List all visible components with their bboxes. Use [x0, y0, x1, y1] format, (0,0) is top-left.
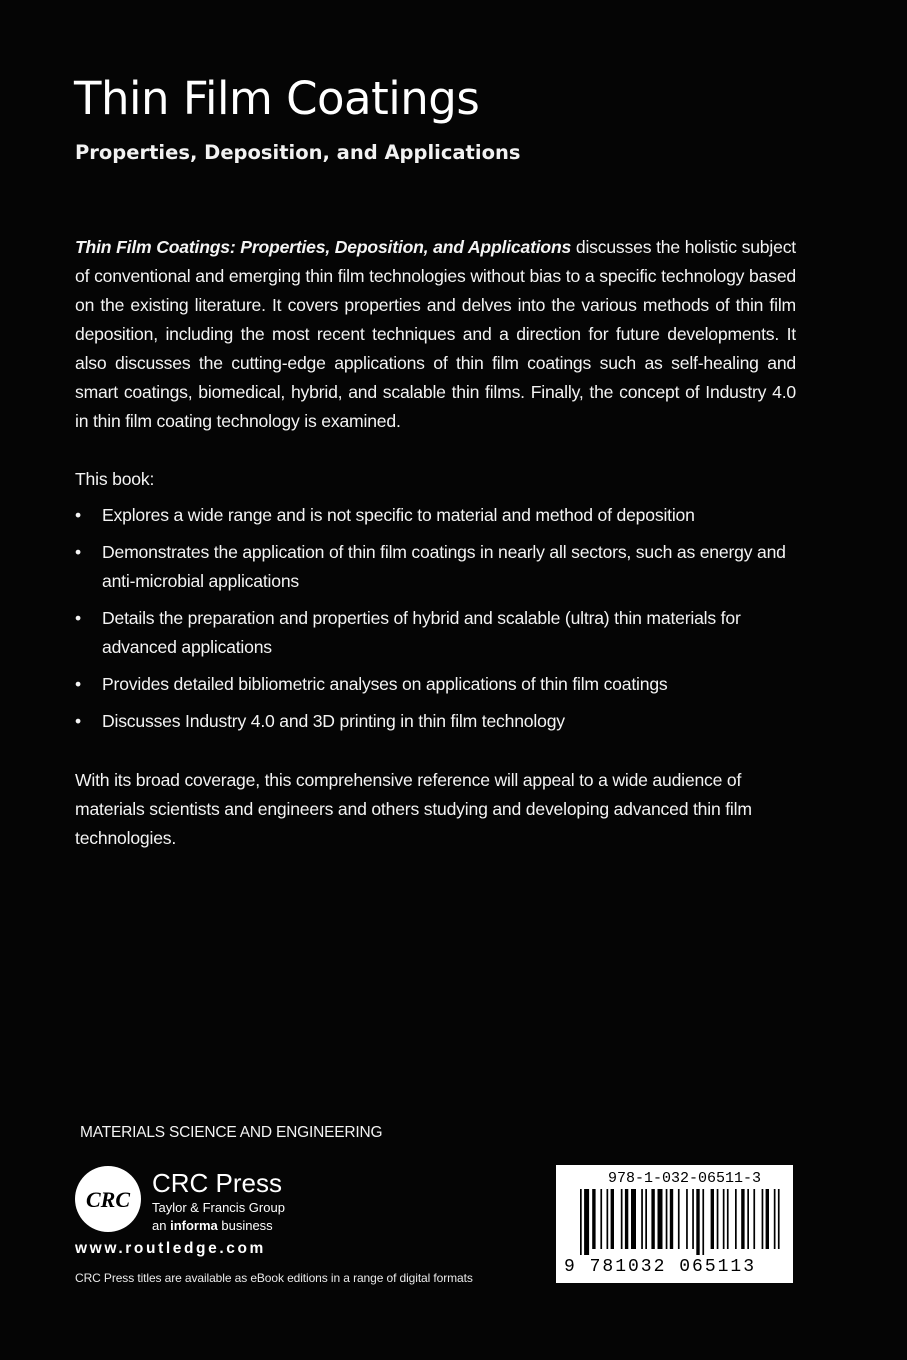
bullet-icon: •	[75, 674, 81, 694]
feature-item	[75, 501, 805, 530]
book-subtitle: Properties, Deposition, and Applications	[75, 141, 521, 164]
barcode-bar	[774, 1189, 776, 1249]
barcode-bar	[711, 1189, 714, 1249]
barcode-bar	[692, 1189, 694, 1249]
barcode-bar	[702, 1189, 704, 1255]
barcode-bar	[670, 1189, 673, 1249]
book-title: Thin Film Coatings	[74, 72, 480, 125]
barcode-bar	[651, 1189, 654, 1249]
crc-logo-icon	[74, 1165, 142, 1233]
feature-text: Provides detailed bibliometric analyses on applications of thin film coatings	[102, 674, 668, 694]
book-description	[75, 233, 796, 436]
feature-text: Demonstrates the application of thin film coatings in nearly all sectors, such as energy and anti-microbial applications	[102, 542, 786, 591]
publisher-group: Taylor & Francis Group	[152, 1200, 285, 1215]
barcode-bar	[625, 1189, 628, 1249]
barcode-bar	[611, 1189, 614, 1249]
publisher-name: CRC Press	[152, 1168, 283, 1198]
barcode-bar	[580, 1189, 582, 1255]
barcode-bar	[723, 1189, 725, 1249]
barcode-bar	[600, 1189, 602, 1249]
logo-text: CRC	[85, 1187, 131, 1212]
barcode-bar	[696, 1189, 699, 1255]
barcode-number: 9 781032 065113	[564, 1257, 757, 1277]
feature-text: Details the preparation and properties of hybrid and scalable (ultra) thin materials for advanced applications	[102, 608, 741, 657]
subject-category: MATERIALS SCIENCE AND ENGINEERING	[80, 1124, 383, 1141]
barcode-bar	[658, 1189, 663, 1249]
description-title: Thin Film Coatings: Properties, Deposition, and Applications	[75, 237, 572, 257]
publisher-business	[152, 1218, 273, 1233]
barcode-bar	[666, 1189, 668, 1249]
barcode-bars	[564, 1189, 786, 1255]
features-intro: This book:	[75, 469, 155, 489]
barcode-bar	[727, 1189, 729, 1249]
website-link[interactable]: www.routledge.com	[75, 1240, 266, 1257]
feature-text: Discusses Industry 4.0 and 3D printing in thin film technology	[102, 711, 565, 731]
business-bold: informa	[170, 1218, 218, 1233]
barcode-bar	[641, 1189, 643, 1249]
feature-text: Explores a wide range and is not specific to material and method of deposition	[102, 505, 695, 525]
barcode-bar	[631, 1189, 636, 1249]
bullet-icon: •	[75, 542, 81, 562]
barcode-bar	[778, 1189, 780, 1249]
feature-item	[75, 707, 805, 736]
barcode-bar	[621, 1189, 623, 1249]
barcode-bar	[686, 1189, 688, 1249]
feature-item	[75, 538, 805, 596]
ebook-note: CRC Press titles are available as eBook editions in a range of digital formats	[75, 1271, 473, 1285]
closing-paragraph: With its broad coverage, this comprehensive reference will appeal to a wide audience of materials scientists and engineers and others studying and developing advanced thin film technologies.	[75, 770, 752, 848]
description-text: discusses the holistic subject of conventional and emerging thin film technologies without bias to a specific technology based on the existing literature. It covers properties and delves into the various methods of thin film deposition, including the most recent techniques and a direction for future developments. It also discusses the cutting-edge applications of thin film coatings such as self-healing and smart coatings, biomedical, hybrid, and scalable thin films. Finally, the concept of Industry 4.0 in thin film coating technology is examined.	[75, 237, 796, 431]
bullet-icon: •	[75, 505, 81, 525]
barcode-bar	[678, 1189, 680, 1249]
barcode-bar	[747, 1189, 749, 1249]
barcode-bar	[592, 1189, 595, 1249]
feature-item	[75, 604, 805, 662]
barcode-bar	[607, 1189, 609, 1249]
feature-item	[75, 670, 805, 699]
barcode-bar	[762, 1189, 764, 1249]
barcode-bar	[766, 1189, 769, 1249]
barcode-bar	[753, 1189, 755, 1249]
barcode-bar	[717, 1189, 719, 1249]
features-list	[75, 501, 805, 744]
barcode-bar	[645, 1189, 647, 1249]
barcode-bar	[741, 1189, 744, 1249]
barcode-bar	[584, 1189, 589, 1255]
bullet-icon: •	[75, 608, 81, 628]
business-suffix: business	[217, 1218, 273, 1233]
isbn-text: 978-1-032-06511-3	[607, 1170, 762, 1187]
barcode	[556, 1165, 793, 1283]
business-prefix: an	[152, 1218, 171, 1233]
bullet-icon: •	[75, 711, 81, 731]
barcode-bar	[735, 1189, 737, 1249]
